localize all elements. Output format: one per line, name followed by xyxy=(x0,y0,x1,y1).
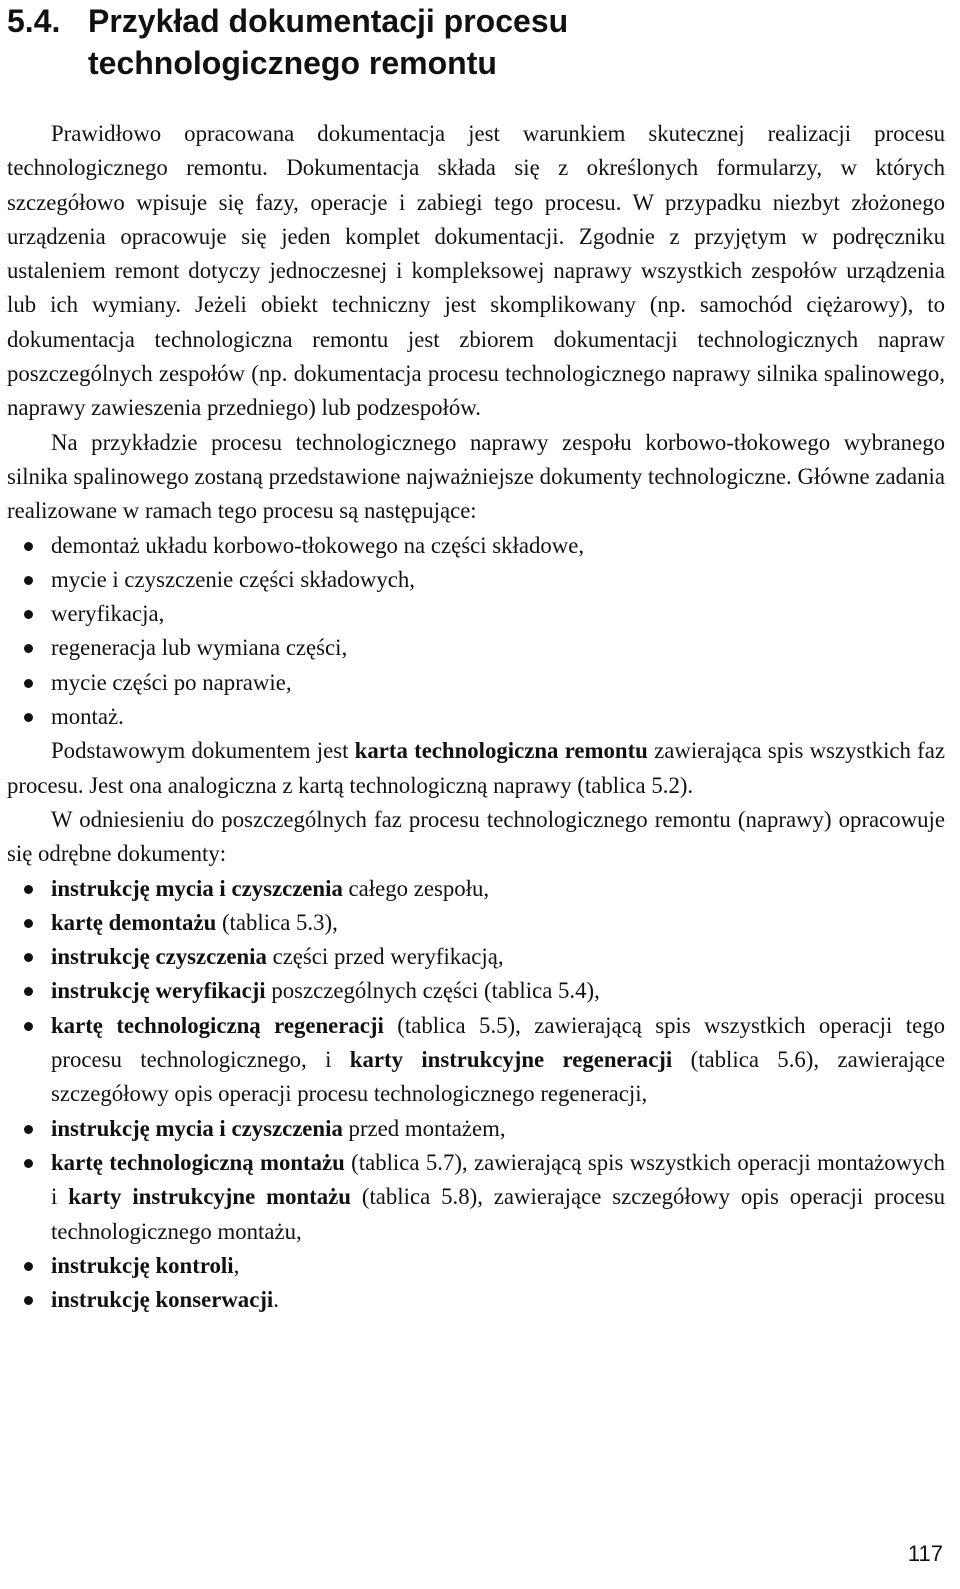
list-item: kartę technologiczną montażu (tablica 5.7), zawierającą spis wszystkich operacji montażowych i karty instrukcyjne montażu (tablica 5.8), zawierające szczegółowy opis operacji procesu technologicznego montażu, xyxy=(7,1146,945,1249)
list-item: instrukcję czyszczenia części przed weryfikacją, xyxy=(7,940,945,974)
list-item: instrukcję weryfikacji poszczególnych części (tablica 5.4), xyxy=(7,974,945,1008)
bullet-icon xyxy=(24,953,33,962)
section-number: 5.4. xyxy=(7,3,61,39)
bullet-icon xyxy=(24,644,33,653)
body-text xyxy=(7,117,945,1317)
list-item: montaż. xyxy=(7,700,945,734)
paragraph-basic-document: Podstawowym dokumentem jest karta technologiczna remontu zawierająca spis wszystkich faz procesu. Jest ona analogiczna z kartą technologiczną naprawy (tablica 5.2). xyxy=(7,738,946,798)
section-title-line-1: Przykład dokumentacji procesu xyxy=(88,3,569,39)
list-item: demontaż układu korbowo-tłokowego na części składowe, xyxy=(7,529,945,563)
paragraph-intro: Prawidłowo opracowana dokumentacja jest warunkiem skutecznej realizacji procesu technologicznego remontu. Dokumentacja składa się z określonych formularzy, w których szczegółowo wpisuje się fazy, operacje i zabiegi tego procesu. W przypadku niezbyt złożonego urządzenia opracowuje się jeden komplet dokumentacji. Zgodnie z przyjętym w podręczniku ustaleniem remont dotyczy jednoczesnej i kompleksowej naprawy wszystkich zespołów urządzenia lub ich wymiany. Jeżeli obiekt techniczny jest skomplikowany (np. samochód ciężarowy), to dokumentacja technologiczna remontu jest zbiorem dokumentacji technologicznych napraw poszczególnych zespołów (np. dokumentacja procesu technologicznego naprawy silnika spalinowego, naprawy zawieszenia przedniego) lub podzespołów. xyxy=(7,121,945,421)
list-item: weryfikacja, xyxy=(7,597,945,631)
bullet-icon xyxy=(24,1262,33,1271)
bullet-icon xyxy=(24,542,33,551)
bullet-icon xyxy=(24,713,33,722)
bullet-icon xyxy=(24,919,33,928)
bullet-icon xyxy=(24,1125,33,1134)
section-title-line-2: technologicznego remontu xyxy=(88,45,497,81)
bullet-icon xyxy=(24,679,33,688)
list-item: regeneracja lub wymiana części, xyxy=(7,631,945,665)
bullet-icon xyxy=(24,987,33,996)
page-number: 117 xyxy=(907,1541,943,1566)
bullet-icon xyxy=(24,576,33,585)
list-item: mycie części po naprawie, xyxy=(7,666,945,700)
list-item: instrukcję konserwacji. xyxy=(7,1283,945,1317)
bullet-icon xyxy=(24,610,33,619)
bullet-icon xyxy=(24,1159,33,1168)
list-item: instrukcję mycia i czyszczenia całego zespołu, xyxy=(7,872,945,906)
paragraph-documents-intro: W odniesieniu do poszczególnych faz procesu technologicznego remontu (naprawy) opracowuje się odrębne dokumenty: xyxy=(7,806,945,867)
documents-list xyxy=(7,872,945,1318)
paragraph-example: Na przykładzie procesu technologicznego naprawy zespołu korbowo-tłokowego wybranego silnika spalinowego zostaną przedstawione najważniejsze dokumenty technologiczne. Główne zadania realizowane w ramach tego procesu są następujące: xyxy=(7,429,945,524)
list-item: instrukcję mycia i czyszczenia przed montażem, xyxy=(7,1112,945,1146)
list-item: kartę technologiczną regeneracji (tablica 5.5), zawierającą spis wszystkich operacji tego procesu technologicznego, i karty instrukcyjne regeneracji (tablica 5.6), zawierające szczegółowy opis operacji procesu technologicznego regeneracji, xyxy=(7,1009,945,1112)
tasks-list xyxy=(7,529,945,735)
bullet-icon xyxy=(24,1022,33,1031)
bullet-icon xyxy=(24,885,33,894)
list-item: mycie i czyszczenie części składowych, xyxy=(7,563,945,597)
bullet-icon xyxy=(24,1296,33,1305)
list-item: instrukcję kontroli, xyxy=(7,1249,945,1283)
list-item: kartę demontażu (tablica 5.3), xyxy=(7,906,945,940)
